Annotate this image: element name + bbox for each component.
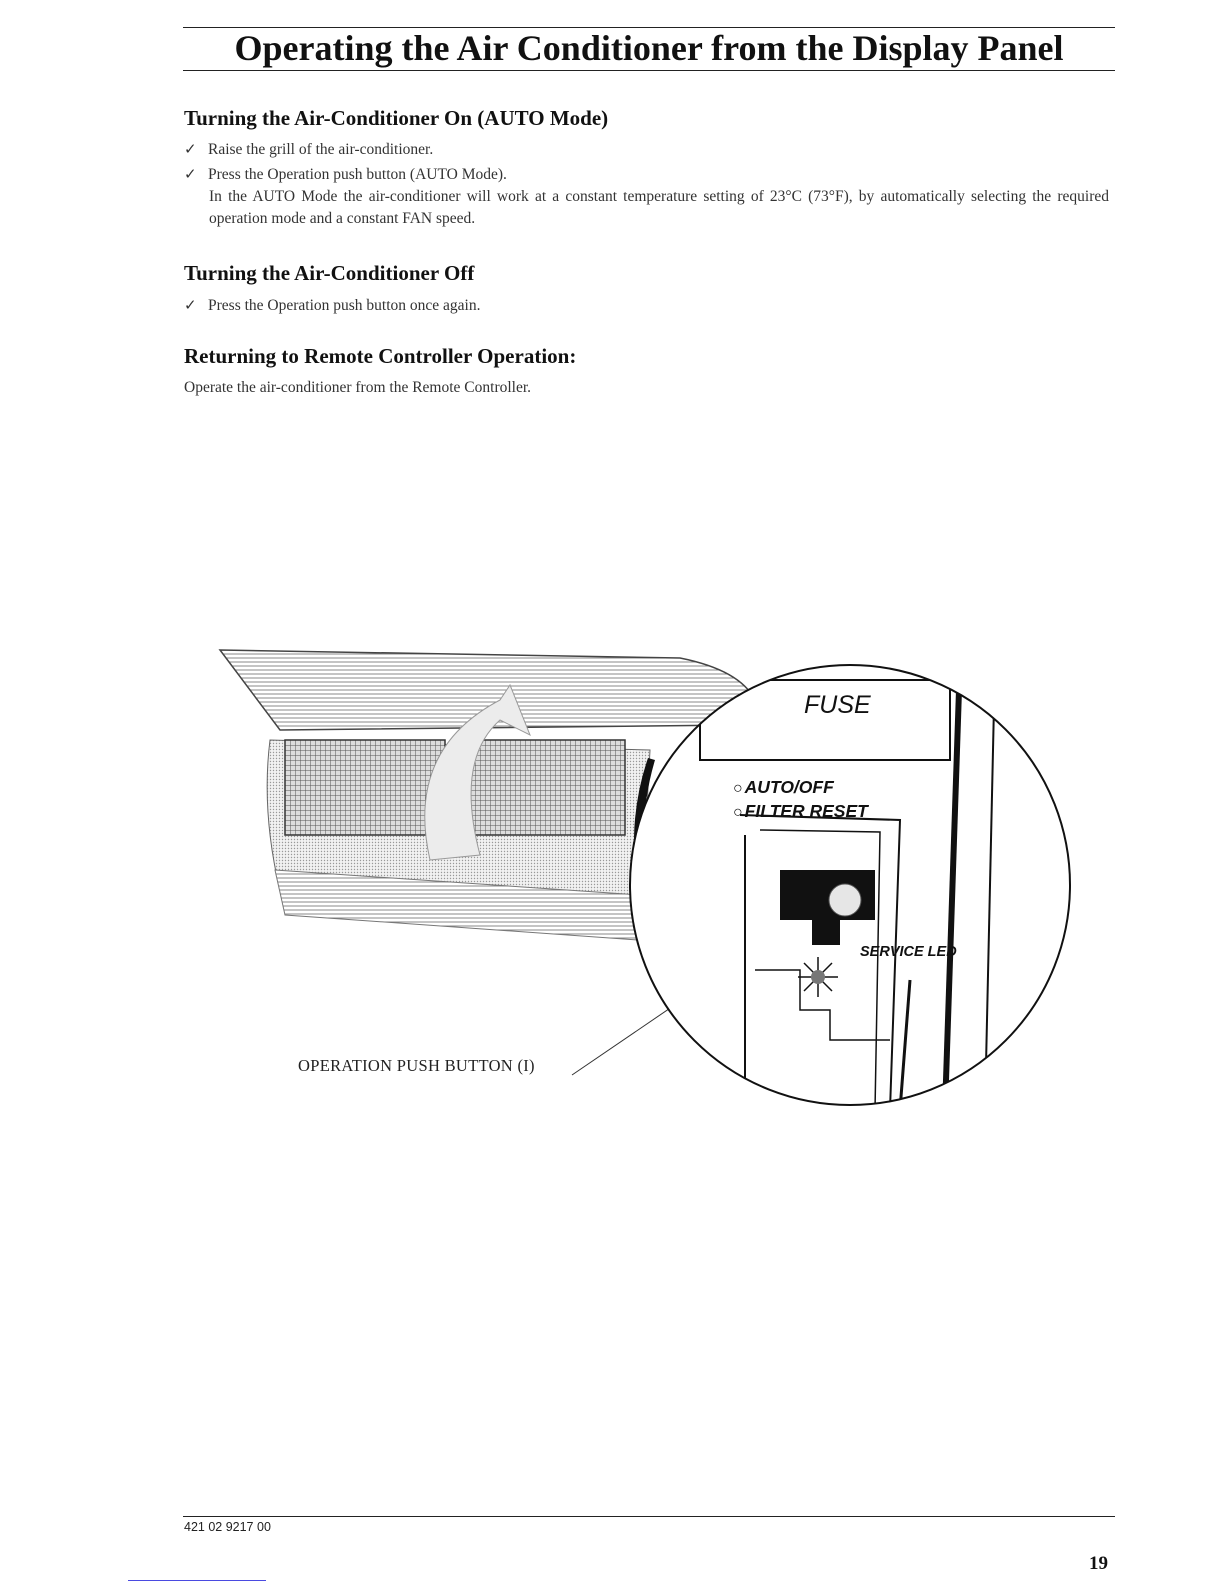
footer-rule (183, 1516, 1115, 1517)
fuse-label: FUSE (804, 691, 871, 719)
check-mark-icon: ✓ (184, 140, 197, 158)
section-heading-on: Turning the Air-Conditioner On (AUTO Mode) (184, 106, 609, 130)
page-number: 19 (1089, 1553, 1108, 1574)
magnified-panel (630, 660, 1070, 1110)
bullet-item: ✓ Raise the grill of the air-conditioner. (184, 140, 434, 158)
section-heading-off: Turning the Air-Conditioner Off (184, 261, 475, 285)
auto-mode-description: In the AUTO Mode the air-conditioner will work at a constant temperature setting of 23°C (73°F), by automatically selecting the required operation mode and a constant FAN speed. (209, 188, 1109, 227)
indicator-ring-icon: ○ (733, 804, 743, 821)
title-bottom-rule (183, 70, 1115, 71)
indicator-ring-icon: ○ (733, 780, 743, 797)
air-conditioner-illustration (200, 640, 1080, 1120)
page-title: Operating the Air Conditioner from the Display Panel (234, 28, 1064, 68)
auto-off-label: ○ AUTO/OFF (733, 777, 834, 797)
link-underline[interactable] (128, 1580, 266, 1581)
bullet-item: ✓ Press the Operation push button (AUTO Mode). (184, 165, 507, 183)
operation-push-button-label: OPERATION PUSH BUTTON (I) (298, 1056, 535, 1075)
section-heading-remote: Returning to Remote Controller Operation: (184, 344, 577, 368)
remote-description: Operate the air-conditioner from the Remote Controller. (184, 379, 532, 396)
check-mark-icon: ✓ (184, 165, 197, 183)
bullet-item: ✓ Press the Operation push button once again. (184, 296, 481, 314)
filter-reset-label: ○ FILTER RESET (733, 801, 868, 821)
service-led-label: SERVICE LED (860, 944, 957, 960)
check-mark-icon: ✓ (184, 296, 197, 314)
document-code: 421 02 9217 00 (184, 1520, 271, 1534)
